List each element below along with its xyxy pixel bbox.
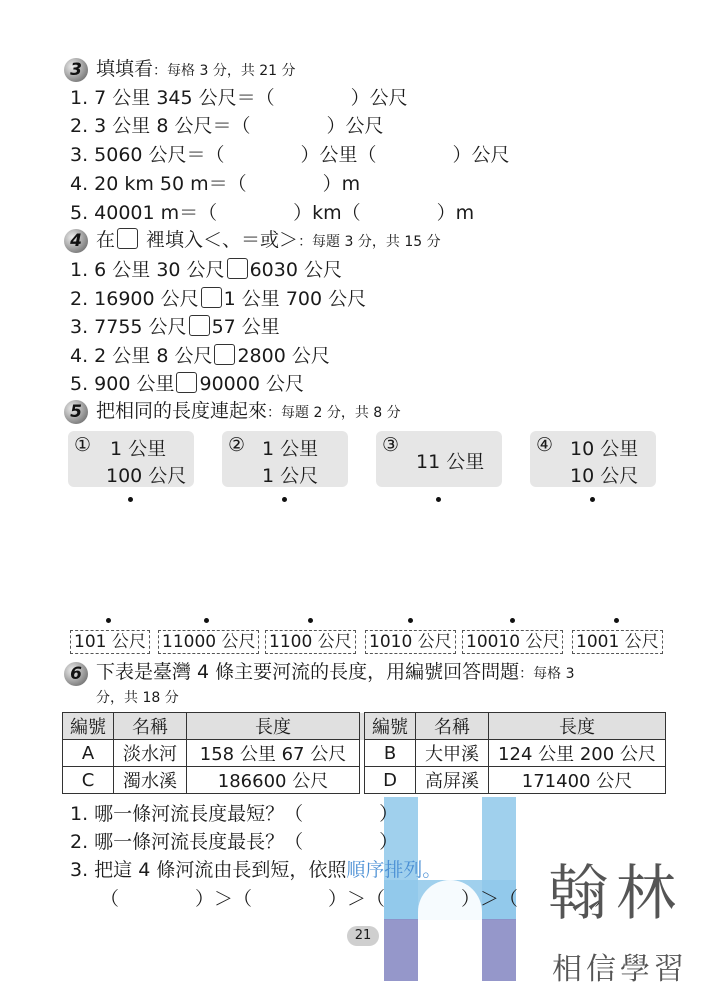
- section-5-badge: 5: [64, 400, 88, 424]
- s4-answer-box-3[interactable]: [189, 315, 210, 336]
- s4-answer-box-1[interactable]: [227, 258, 248, 279]
- s6-question-2: 2. 哪一條河流長度最長？（ ）: [70, 831, 399, 853]
- section-3-heading: [96, 57, 296, 83]
- section-6-note-2: 分，共 18 分: [96, 690, 179, 706]
- table-cell: B: [365, 740, 416, 767]
- section-3-note: ：每格 3 分，共 21 分: [153, 63, 296, 79]
- s4-item-5: 5. 900 公里 90000 公尺: [70, 373, 304, 395]
- s3-item-3: 3. 5060 公尺＝（ ）公里（ ）公尺: [70, 144, 510, 166]
- s3-item-2: 2. 3 公里 8 公尺＝（ ）公尺: [70, 115, 384, 137]
- option-dot-4[interactable]: [408, 618, 413, 623]
- match-card-1: ① 1 公里 100 公尺: [68, 431, 194, 487]
- page-number: 21: [347, 926, 379, 946]
- s4-answer-box-2[interactable]: [201, 287, 222, 308]
- section-5-heading: [96, 399, 401, 425]
- card-dot-2[interactable]: [282, 497, 287, 502]
- watermark-h-bottom-right: [482, 919, 516, 981]
- header-cell: 名稱: [114, 713, 187, 740]
- table-header-row: [63, 713, 666, 740]
- section-4-note: ：每題 3 分，共 15 分: [298, 234, 441, 250]
- table-cell: C: [63, 767, 114, 794]
- table-cell: 高屏溪: [416, 767, 489, 794]
- option-2: 11000 公尺: [158, 630, 259, 654]
- match-card-3: ③ 11 公里: [376, 431, 502, 487]
- option-6: 1001 公尺: [572, 630, 663, 654]
- option-3: 1100 公尺: [265, 630, 356, 654]
- table-cell: 大甲溪: [416, 740, 489, 767]
- header-cell: 名稱: [416, 713, 489, 740]
- s6-question-3-highlight: 順序排列。: [346, 859, 442, 881]
- section-6-badge: 6: [64, 662, 88, 686]
- table-cell: 濁水溪: [114, 767, 187, 794]
- card-dot-1[interactable]: [128, 497, 133, 502]
- s6-question-3: 3. 把這 4 條河流由長到短，依照順序排列。: [70, 859, 442, 881]
- s4-item-4: 4. 2 公里 8 公尺 2800 公尺: [70, 345, 330, 367]
- section-4-title-post: 裡填入＜、＝或＞: [140, 229, 299, 251]
- option-dot-3[interactable]: [308, 618, 313, 623]
- s4-item-1: 1. 6 公里 30 公尺 6030 公尺: [70, 259, 342, 281]
- table-cell: A: [63, 740, 114, 767]
- table-cell: 124 公里 200 公尺: [489, 740, 666, 767]
- match-card-4: ④ 10 公里 10 公尺: [530, 431, 656, 487]
- header-cell: 編號: [63, 713, 114, 740]
- section-6-title: 下表是臺灣 4 條主要河流的長度，用編號回答問題: [96, 661, 520, 683]
- table-cell: 171400 公尺: [489, 767, 666, 794]
- section-6-note: ：每格 3: [519, 666, 575, 682]
- watermark-h-bottom-left: [384, 919, 418, 981]
- match-card-2: ② 1 公里 1 公尺: [222, 431, 348, 487]
- table-cell: 158 公里 67 公尺: [187, 740, 360, 767]
- table-cell: D: [365, 767, 416, 794]
- table-row: [63, 740, 666, 767]
- option-dot-6[interactable]: [614, 618, 619, 623]
- s4-answer-box-4[interactable]: [214, 344, 235, 365]
- option-5: 10010 公尺: [462, 630, 563, 654]
- section-4-title-pre: 在: [96, 229, 116, 251]
- header-cell: 長度: [489, 713, 666, 740]
- s3-item-1: 1. 7 公里 345 公尺＝（ ）公尺: [70, 87, 408, 109]
- s4-item-2: 2. 16900 公尺 1 公里 700 公尺: [70, 288, 367, 310]
- card-dot-3[interactable]: [436, 497, 441, 502]
- section-6-heading: [96, 660, 575, 686]
- s4-item-3: 3. 7755 公尺 57 公里: [70, 316, 280, 338]
- option-dot-2[interactable]: [204, 618, 209, 623]
- header-cell: 編號: [365, 713, 416, 740]
- s6-question-3-answer: （ ）＞（ ）＞（ ）＞（ ）: [100, 888, 614, 910]
- option-4: 1010 公尺: [365, 630, 456, 654]
- table-cell: 淡水河: [114, 740, 187, 767]
- table-cell: 186600 公尺: [187, 767, 360, 794]
- header-cell: 長度: [187, 713, 360, 740]
- river-table: [62, 712, 666, 794]
- option-dot-1[interactable]: [106, 618, 111, 623]
- watermark-brand: 翰林: [548, 859, 684, 929]
- s6-question-1: 1. 哪一條河流長度最短？（ ）: [70, 803, 399, 825]
- option-dot-5[interactable]: [510, 618, 515, 623]
- section-5-note: ：每題 2 分，共 8 分: [267, 405, 401, 421]
- answer-box-icon: [117, 228, 138, 249]
- s4-answer-box-5[interactable]: [176, 372, 197, 393]
- table-row: [63, 767, 666, 794]
- section-3-title: 填填看: [96, 58, 154, 80]
- s3-item-4: 4. 20 km 50 m＝（ ）m: [70, 173, 361, 195]
- s3-item-5: 5. 40001 m＝（ ）km（ ）m: [70, 202, 475, 224]
- card-dot-4[interactable]: [590, 497, 595, 502]
- watermark-slogan: 相信學習: [552, 952, 688, 987]
- section-4-heading: [96, 228, 441, 254]
- section-4-badge: 4: [64, 229, 88, 253]
- section-3-badge: 3: [64, 58, 88, 82]
- section-5-title: 把相同的長度連起來: [96, 400, 268, 422]
- option-1: 101 公尺: [70, 630, 150, 654]
